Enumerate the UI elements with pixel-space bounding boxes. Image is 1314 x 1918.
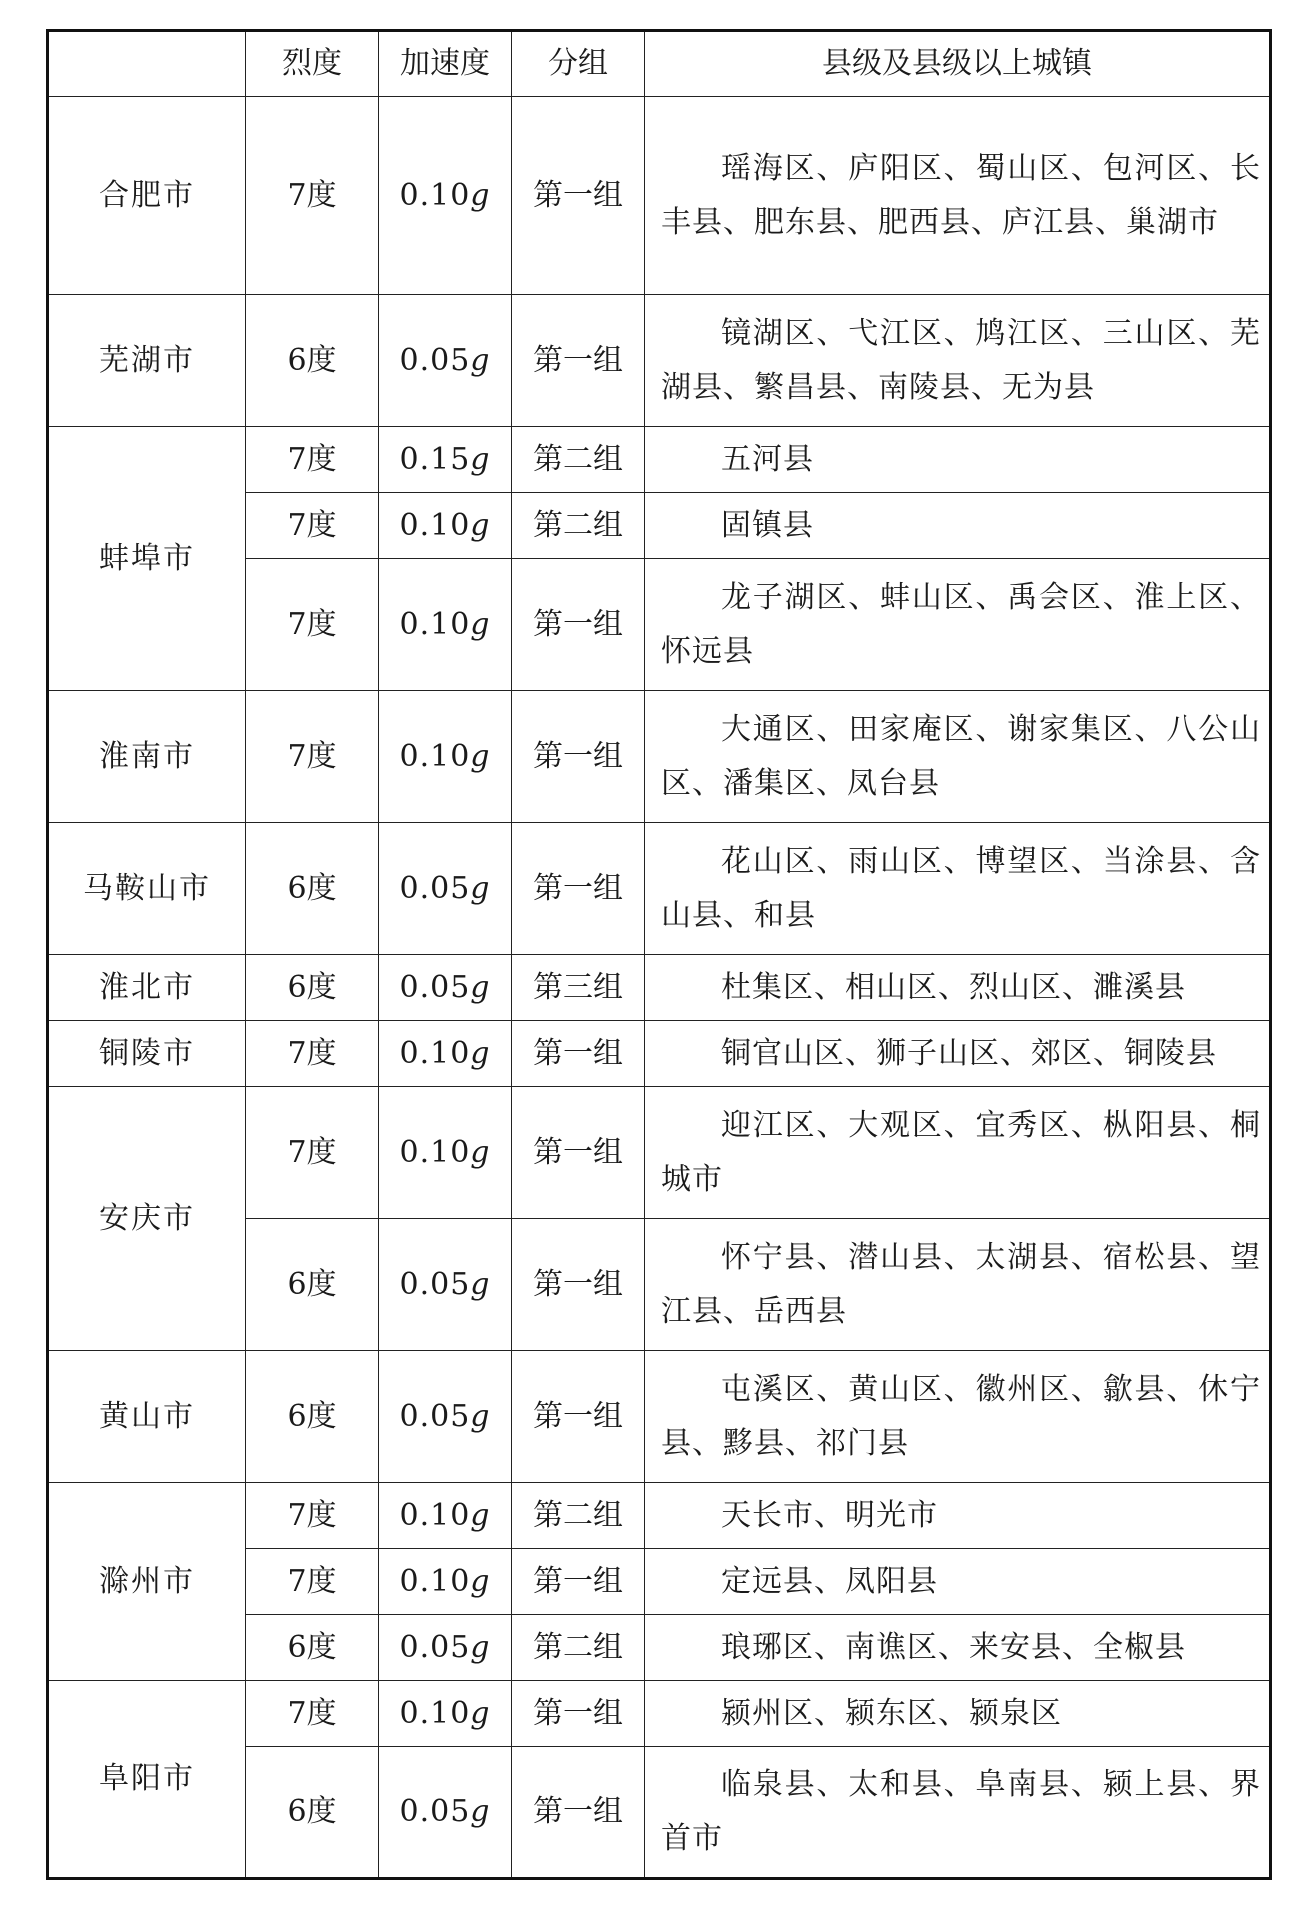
- acceleration-value: 0.05: [399, 870, 471, 906]
- acceleration-unit: g: [470, 342, 491, 378]
- intensity-cell: 6度: [246, 955, 379, 1021]
- acceleration-unit: g: [470, 606, 491, 642]
- header-group: 分组: [512, 31, 645, 97]
- intensity-cell: 6度: [246, 1615, 379, 1681]
- city-cell: 黄山市: [48, 1351, 246, 1483]
- group-cell: 第一组: [512, 1681, 645, 1747]
- header-row: [48, 31, 1271, 97]
- acceleration-value: 0.10: [399, 1497, 471, 1533]
- acceleration-value: 0.15: [399, 441, 471, 477]
- acceleration-unit: g: [470, 507, 491, 543]
- acceleration-unit: g: [470, 969, 491, 1005]
- acceleration-value: 0.10: [399, 1695, 471, 1731]
- acceleration-value: 0.10: [399, 1563, 471, 1599]
- acceleration-value: 0.10: [399, 738, 471, 774]
- group-cell: 第一组: [512, 1219, 645, 1351]
- intensity-cell: 7度: [246, 1681, 379, 1747]
- acceleration-cell: [379, 1087, 512, 1219]
- towns-cell: 固镇县: [645, 493, 1271, 559]
- acceleration-cell: [379, 823, 512, 955]
- acceleration-cell: [379, 1021, 512, 1087]
- towns-cell: 定远县、凤阳县: [645, 1549, 1271, 1615]
- table-row: [48, 1351, 1271, 1483]
- acceleration-value: 0.10: [399, 1035, 471, 1071]
- towns-cell: 镜湖区、弋江区、鸠江区、三山区、芜湖县、繁昌县、南陵县、无为县: [645, 295, 1271, 427]
- table-row: [48, 823, 1271, 955]
- acceleration-cell: [379, 1351, 512, 1483]
- city-cell: 芜湖市: [48, 295, 246, 427]
- group-cell: 第一组: [512, 823, 645, 955]
- intensity-cell: 6度: [246, 1351, 379, 1483]
- city-cell: 安庆市: [48, 1087, 246, 1351]
- intensity-cell: 7度: [246, 97, 379, 295]
- group-cell: 第一组: [512, 1549, 645, 1615]
- towns-cell: 临泉县、太和县、阜南县、颍上县、界首市: [645, 1747, 1271, 1879]
- intensity-cell: 6度: [246, 823, 379, 955]
- acceleration-cell: [379, 427, 512, 493]
- acceleration-unit: g: [470, 441, 491, 477]
- acceleration-cell: [379, 1615, 512, 1681]
- acceleration-unit: g: [470, 1134, 491, 1170]
- table-row: [48, 691, 1271, 823]
- towns-cell: 怀宁县、潜山县、太湖县、宿松县、望江县、岳西县: [645, 1219, 1271, 1351]
- intensity-cell: 7度: [246, 1549, 379, 1615]
- towns-cell: 杜集区、相山区、烈山区、濉溪县: [645, 955, 1271, 1021]
- group-cell: 第一组: [512, 559, 645, 691]
- group-cell: 第一组: [512, 97, 645, 295]
- towns-cell: 瑶海区、庐阳区、蜀山区、包河区、长丰县、肥东县、肥西县、庐江县、巢湖市: [645, 97, 1271, 295]
- acceleration-unit: g: [470, 1266, 491, 1302]
- intensity-cell: 6度: [246, 1219, 379, 1351]
- table-row: [48, 1087, 1271, 1219]
- acceleration-cell: [379, 493, 512, 559]
- group-cell: 第二组: [512, 427, 645, 493]
- towns-cell: 大通区、田家庵区、谢家集区、八公山区、潘集区、凤台县: [645, 691, 1271, 823]
- group-cell: 第一组: [512, 1021, 645, 1087]
- acceleration-value: 0.10: [399, 507, 471, 543]
- header-acceleration: 加速度: [379, 31, 512, 97]
- towns-cell: 五河县: [645, 427, 1271, 493]
- acceleration-unit: g: [470, 1563, 491, 1599]
- group-cell: 第二组: [512, 1483, 645, 1549]
- city-cell: 蚌埠市: [48, 427, 246, 691]
- acceleration-unit: g: [470, 1035, 491, 1071]
- city-cell: 淮南市: [48, 691, 246, 823]
- city-cell: 阜阳市: [48, 1681, 246, 1879]
- intensity-cell: 7度: [246, 559, 379, 691]
- intensity-cell: 7度: [246, 1483, 379, 1549]
- acceleration-unit: g: [470, 1695, 491, 1731]
- city-cell: 淮北市: [48, 955, 246, 1021]
- group-cell: 第一组: [512, 1351, 645, 1483]
- acceleration-unit: g: [470, 738, 491, 774]
- table-row: [48, 1681, 1271, 1747]
- acceleration-value: 0.10: [399, 606, 471, 642]
- intensity-cell: 7度: [246, 1021, 379, 1087]
- acceleration-value: 0.05: [399, 1629, 471, 1665]
- acceleration-unit: g: [470, 1629, 491, 1665]
- acceleration-cell: [379, 691, 512, 823]
- towns-cell: 屯溪区、黄山区、徽州区、歙县、休宁县、黟县、祁门县: [645, 1351, 1271, 1483]
- city-cell: 滁州市: [48, 1483, 246, 1681]
- header-city: [48, 31, 246, 97]
- acceleration-value: 0.05: [399, 1794, 471, 1829]
- intensity-cell: 7度: [246, 493, 379, 559]
- seismic-parameter-table: [46, 29, 1272, 1880]
- table-row: [48, 295, 1271, 427]
- towns-cell: 琅琊区、南谯区、来安县、全椒县: [645, 1615, 1271, 1681]
- acceleration-value: 0.05: [399, 969, 471, 1005]
- header-towns: 县级及县级以上城镇: [645, 31, 1271, 97]
- acceleration-value: 0.05: [399, 1266, 471, 1302]
- acceleration-cell: [379, 955, 512, 1021]
- intensity-cell: 7度: [246, 1087, 379, 1219]
- group-cell: 第二组: [512, 1615, 645, 1681]
- table-row: [48, 97, 1271, 295]
- table-row: [48, 427, 1271, 493]
- acceleration-value: 0.10: [399, 177, 471, 213]
- intensity-cell: 7度: [246, 427, 379, 493]
- table-row: [48, 1021, 1271, 1087]
- intensity-cell: 7度: [246, 691, 379, 823]
- city-cell: 合肥市: [48, 97, 246, 295]
- acceleration-cell: [379, 1483, 512, 1549]
- acceleration-unit: g: [470, 177, 491, 213]
- towns-cell: 花山区、雨山区、博望区、当涂县、含山县、和县: [645, 823, 1271, 955]
- towns-cell: 迎江区、大观区、宜秀区、枞阳县、桐城市: [645, 1087, 1271, 1219]
- acceleration-cell: [379, 97, 512, 295]
- table-row: [48, 1483, 1271, 1549]
- acceleration-unit: g: [470, 1794, 491, 1829]
- towns-cell: 铜官山区、狮子山区、郊区、铜陵县: [645, 1021, 1271, 1087]
- seismic-parameter-table-page: [46, 29, 1269, 1891]
- city-cell: 马鞍山市: [48, 823, 246, 955]
- towns-cell: 龙子湖区、蚌山区、禹会区、淮上区、怀远县: [645, 559, 1271, 691]
- group-cell: 第一组: [512, 691, 645, 823]
- acceleration-unit: g: [470, 870, 491, 906]
- acceleration-cell: [379, 559, 512, 691]
- acceleration-unit: g: [470, 1497, 491, 1533]
- acceleration-value: 0.05: [399, 1398, 471, 1434]
- intensity-cell: 6度: [246, 295, 379, 427]
- city-cell: 铜陵市: [48, 1021, 246, 1087]
- group-cell: 第一组: [512, 1747, 645, 1879]
- towns-cell: 颍州区、颍东区、颍泉区: [645, 1681, 1271, 1747]
- acceleration-cell: [379, 1681, 512, 1747]
- acceleration-cell: [379, 1219, 512, 1351]
- group-cell: 第一组: [512, 1087, 645, 1219]
- group-cell: 第三组: [512, 955, 645, 1021]
- acceleration-cell: [379, 295, 512, 427]
- group-cell: 第一组: [512, 295, 645, 427]
- towns-cell: 天长市、明光市: [645, 1483, 1271, 1549]
- acceleration-unit: g: [470, 1398, 491, 1434]
- acceleration-value: 0.10: [399, 1134, 471, 1170]
- intensity-cell: 6度: [246, 1747, 379, 1879]
- acceleration-cell: [379, 1549, 512, 1615]
- acceleration-value: 0.05: [399, 342, 471, 378]
- acceleration-cell: [379, 1747, 512, 1879]
- group-cell: 第二组: [512, 493, 645, 559]
- header-intensity: 烈度: [246, 31, 379, 97]
- table-row: [48, 955, 1271, 1021]
